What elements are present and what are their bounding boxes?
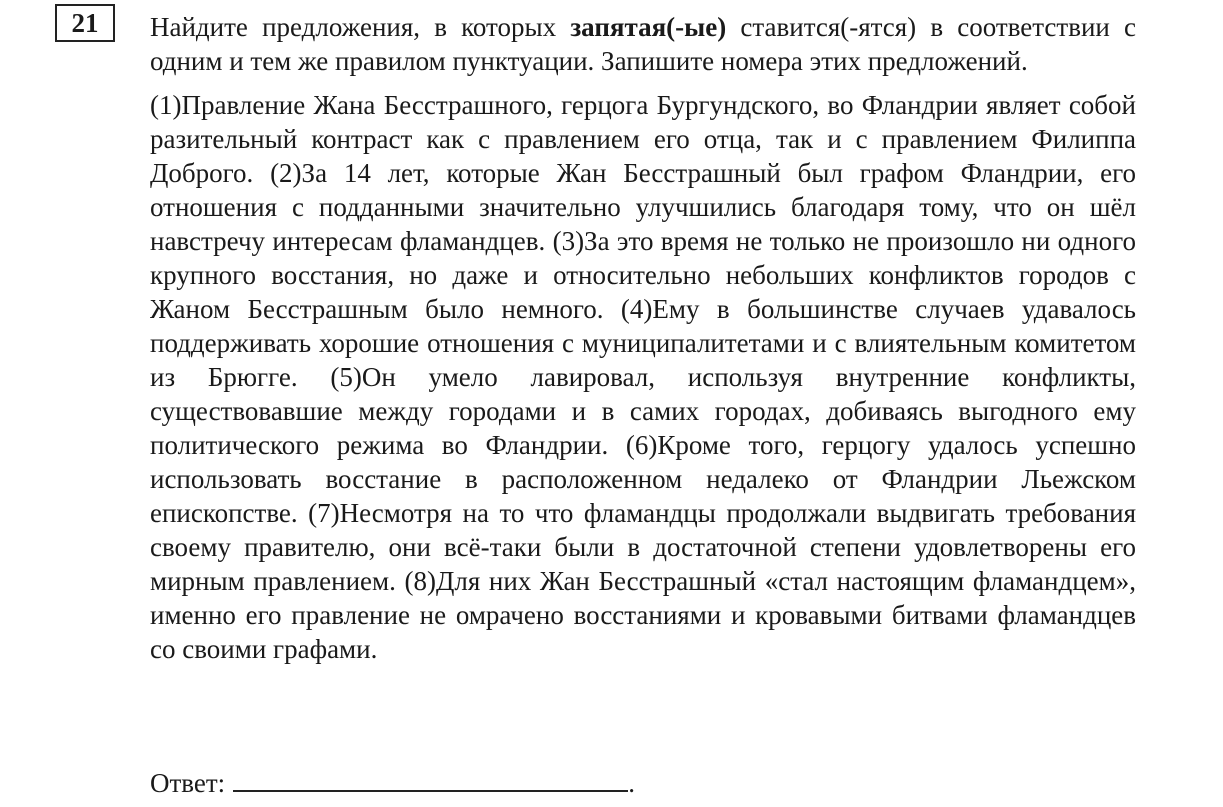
- answer-row: [150, 766, 635, 800]
- task-instruction: [150, 10, 1136, 78]
- task-number: 21: [71, 7, 99, 38]
- answer-end-mark: .: [628, 768, 635, 798]
- text-body: (1)Правление Жана Бесстрашного, герцога Бургундского, во Фландрии являет собой разительный контраст как с правлением его отца, так и с правлением Филиппа Доброго. (2)За 14 лет, которые Жан Бесстрашный был графом Фландрии, его отношения с подданными значительно улучшились благодаря тому, что он шёл навстречу интересам фламандцев. (3)За это время не только не произошло ни одного крупного восстания, но даже и относительно небольших конфликтов городов с Жаном Бесстрашным было немного. (4)Ему в большинстве случаев удавалось поддерживать хорошие отношения с муниципалитетами и с влиятельным комитетом из Брюгге. (5)Он умело лавировал, используя внутренние конфликты, существовавшие между городами и в самих городах, добиваясь выгодного ему политического режима во Фландрии. (6)Кроме того, герцогу удалось успешно использовать восстание в расположенном недалеко от Фландрии Льежском епископстве. (7)Несмотря на то что фламандцы продолжали выдвигать требования своему правителю, они всё-таки были в достаточной степени удовлетворены его мирным правлением. (8)Для них Жан Бесстрашный «стал настоящим фламандцем», именно его правление не омрачено восстаниями и кровавыми битвами фламандцев со своими графами.: [150, 90, 1136, 664]
- instruction-text-end: ставится(-ятся) в соответствии с одним и тем же правилом пунктуации. Запишите номера этих предложений.: [150, 12, 1137, 76]
- instruction-text-start: Найдите предложения, в которых: [150, 12, 571, 42]
- instruction-bold-term: запятая(-ые): [570, 12, 727, 42]
- task-number-box: [55, 4, 115, 42]
- answer-label: Ответ:: [150, 768, 226, 798]
- answer-field-line[interactable]: [233, 766, 628, 792]
- task-content: [150, 10, 1136, 666]
